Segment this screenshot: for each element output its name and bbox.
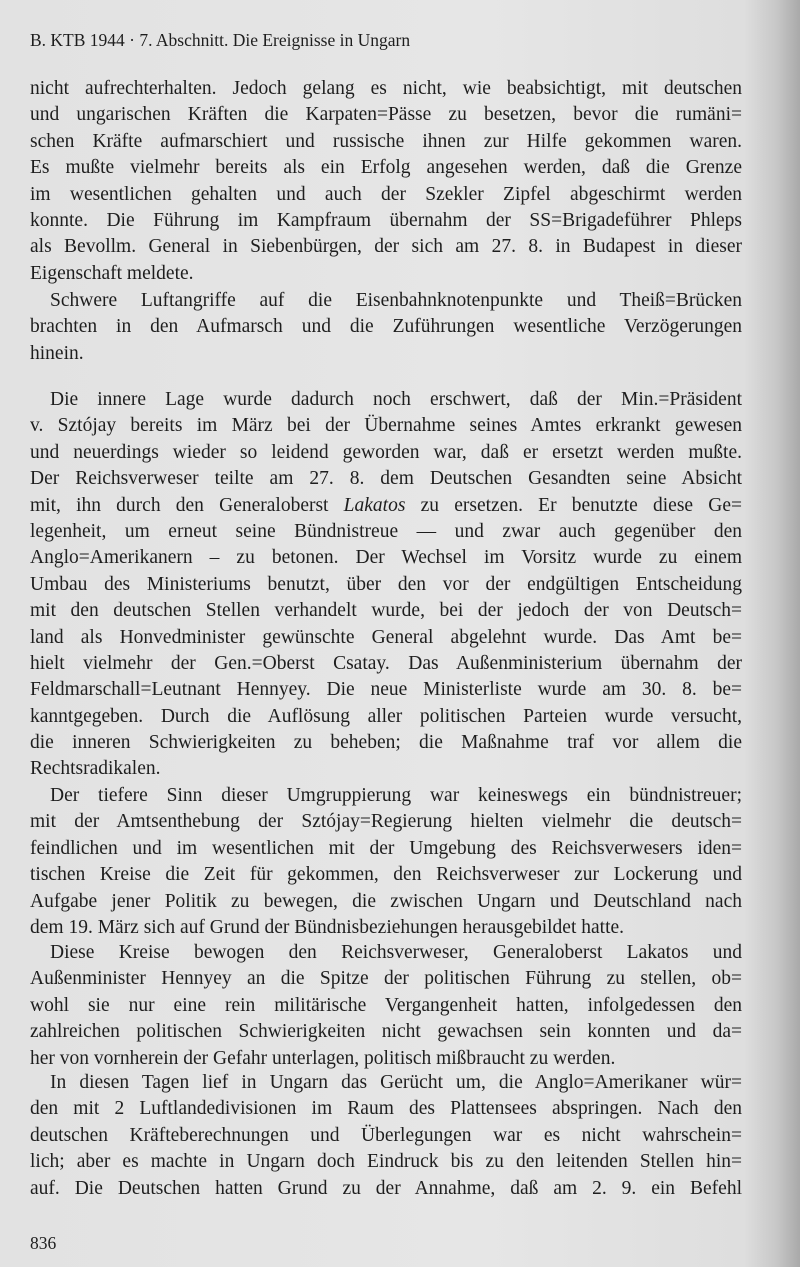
- text-line: als Bevollm. General in Siebenbürgen, der sich am 27. 8. in Budapest in dieser: [30, 236, 742, 258]
- paragraph: [30, 1070, 742, 1202]
- running-header: B. KTB 1944 · 7. Abschnitt. Die Ereignisse in Ungarn: [30, 30, 411, 50]
- text-line: lich; aber es machte in Ungarn doch Eindruck bis zu den leitenden Stellen hin=: [30, 1151, 742, 1173]
- text-line: Aufgabe jener Politik zu bewegen, die zwischen Ungarn und Deutschland nach: [30, 890, 742, 912]
- text-line: konnte. Die Führung im Kampfraum übernahm der SS=Brigadeführer Phleps: [30, 209, 742, 231]
- paragraph: [30, 783, 742, 941]
- text-line: Eigenschaft meldete.: [30, 262, 194, 284]
- text-line: und ungarischen Kräften die Karpaten=Pässe zu besetzen, bevor die rumäni=: [30, 104, 742, 126]
- text-line: deutschen Kräfteberechnungen und Überlegungen war es nicht wahrschein=: [30, 1124, 742, 1146]
- text-line: Anglo=Amerikanern – zu betonen. Der Wechsel im Vorsitz wurde zu einem: [30, 547, 742, 569]
- text-line: mit der Amtsenthebung der Sztójay=Regierung hielten vielmehr die deutsch=: [30, 811, 742, 833]
- paragraph: [30, 387, 742, 783]
- text-line: Diese Kreise bewogen den Reichsverweser, Generaloberst Lakatos und: [50, 942, 742, 963]
- text-line: legenheit, um erneut seine Bündnistreue — und zwar auch gegenüber den: [30, 520, 742, 542]
- text-line: land als Honvedminister gewünschte General abgelehnt wurde. Das Amt be=: [30, 626, 742, 648]
- text-line: Der Reichsverweser teilte am 27. 8. dem Deutschen Gesandten seine Absicht: [30, 468, 742, 490]
- text-line: zahlreichen politischen Schwierigkeiten nicht gewachsen sein konnten und da=: [30, 1021, 742, 1043]
- text-line: nicht aufrechterhalten. Jedoch gelang es nicht, wie beabsichtigt, mit deutschen: [30, 78, 742, 99]
- text-line: im wesentlichen gehalten und auch der Szekler Zipfel abgeschirmt werden: [30, 183, 742, 205]
- paragraph: [30, 940, 742, 1072]
- text-line: die inneren Schwierigkeiten zu beheben; die Maßnahme traf vor allem die: [30, 732, 742, 754]
- text-line: brachten in den Aufmarsch und die Zuführungen wesentliche Verzögerungen: [30, 316, 742, 338]
- page-number: 836: [30, 1233, 57, 1253]
- text-line: Feldmarschall=Leutnant Hennyey. Die neue Ministerliste wurde am 30. 8. be=: [30, 679, 742, 701]
- text-line: In diesen Tagen lief in Ungarn das Gerücht um, die Anglo=Amerikaner wür=: [50, 1072, 742, 1093]
- text-line: tischen Kreise die Zeit für gekommen, den Reichsverweser zur Lockerung und: [30, 864, 742, 886]
- text-line: mit den deutschen Stellen verhandelt wurde, bei der jedoch der von Deutsch=: [30, 600, 742, 622]
- paragraph: [30, 76, 742, 287]
- italic-name: Lakatos: [343, 494, 406, 516]
- text-line: Die innere Lage wurde dadurch noch erschwert, daß der Min.=Präsident: [50, 389, 742, 410]
- text-line: wohl sie nur eine rein militärische Vergangenheit hatten, infolgedessen den: [30, 994, 742, 1016]
- text-line: Der tiefere Sinn dieser Umgruppierung war keineswegs ein bündnistreuer;: [50, 785, 742, 806]
- text-line: Schwere Luftangriffe auf die Eisenbahnknotenpunkte und Theiß=Brücken: [50, 290, 742, 311]
- text-line: Es mußte vielmehr bereits als ein Erfolg angesehen werden, daß die Grenze: [30, 157, 742, 179]
- text-line: schen Kräfte aufmarschiert und russische ihnen zur Hilfe gekommen waren.: [30, 130, 742, 152]
- text-line: mit, ihn durch den Generaloberst Lakatos zu ersetzen. Er benutzte diese Ge=: [30, 494, 742, 516]
- text-line: Rechtsradikalen.: [30, 758, 161, 780]
- text-line: hinein.: [30, 342, 84, 364]
- text-line: kanntgegeben. Durch die Auflösung aller politischen Parteien wurde versucht,: [30, 705, 742, 727]
- text-line: Umbau des Ministeriums benutzt, über den vor der endgültigen Entscheidung: [30, 573, 742, 595]
- text-line: her von vornherein der Gefahr unterlagen, politisch mißbraucht zu werden.: [30, 1047, 616, 1069]
- text-line: Außenminister Hennyey an die Spitze der politischen Führung zu stellen, ob=: [30, 968, 742, 990]
- text-line: und neuerdings wieder so leidend geworden war, daß er ersetzt werden mußte.: [30, 441, 742, 463]
- paragraph: [30, 288, 742, 367]
- text-line: feindlichen und im wesentlichen mit der Umgebung des Reichsverwesers iden=: [30, 837, 742, 859]
- text-line: hielt vielmehr der Gen.=Oberst Csatay. Das Außenministerium übernahm der: [30, 652, 742, 674]
- text-line: dem 19. März sich auf Grund der Bündnisbeziehungen herausgebildet hatte.: [30, 916, 625, 938]
- text-line: auf. Die Deutschen hatten Grund zu der Annahme, daß am 2. 9. ein Befehl: [30, 1177, 742, 1199]
- text-line: v. Sztójay bereits im März bei der Übernahme seines Amtes erkrankt gewesen: [30, 415, 742, 437]
- text-line: den mit 2 Luftlandedivisionen im Raum des Plattensees abspringen. Nach den: [30, 1098, 742, 1120]
